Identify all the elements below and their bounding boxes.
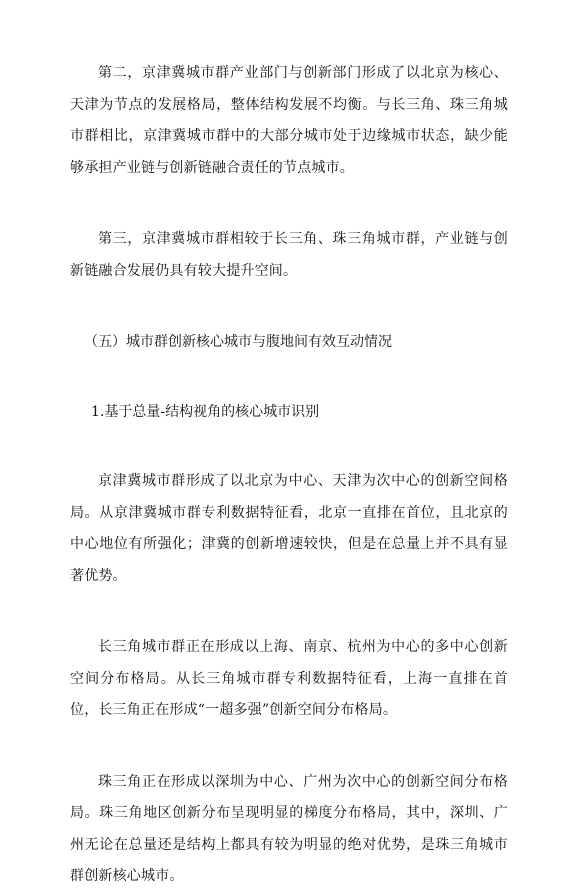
spacer	[70, 428, 508, 466]
paragraph-yangtze-delta: 长三角城市群正在形成以上海、南京、杭州为中心的多中心创新空间分布格局。从长三角城市群专利数据特征看，上海一直排在首位，长三角正在形成“一超多强”创新空间分布格局。	[70, 639, 508, 718]
spacer	[70, 184, 508, 224]
paragraph-third-point: 第三，京津冀城市群相较于长三角、珠三角城市群，产业链与创新链融合发展仍具有较大提升空间。	[70, 231, 508, 279]
spacer	[70, 287, 508, 327]
paragraph-second-point: 第二，京津冀城市群产业部门与创新部门形成了以北京为核心、天津为节点的发展格局，整体结构发展不均衡。与长三角、珠三角城市群相比，京津冀城市群中的大部分城市处于边缘城市状态，缺少能够承担产业链与创新链融合责任的节点城市。	[70, 65, 508, 176]
paragraph-jingjinji: 京津冀城市群形成了以北京为中心、天津为次中心的创新空间格局。从京津冀城市群专利数据特征看，北京一直排在首位，且北京的中心地位有所强化；津冀的创新增速较快，但是在总量上并不具有显著优势。	[70, 473, 508, 584]
subsection-heading: 1.基于总量-结构视角的核心城市识别	[91, 403, 320, 420]
spacer	[70, 727, 508, 767]
section-heading: （五）城市群创新核心城市与腹地间有效互动情况	[84, 334, 392, 350]
spacer	[70, 592, 508, 632]
paragraph-pearl-delta: 珠三角正在形成以深圳为中心、广州为次中心的创新空间分布格局。珠三角地区创新分布呈现明显的梯度分布格局，其中，深圳、广州无论在总量还是结构上都具有较为明显的绝对优势，是珠三角城市群创新核心城市。	[70, 773, 508, 884]
spacer	[70, 359, 508, 397]
